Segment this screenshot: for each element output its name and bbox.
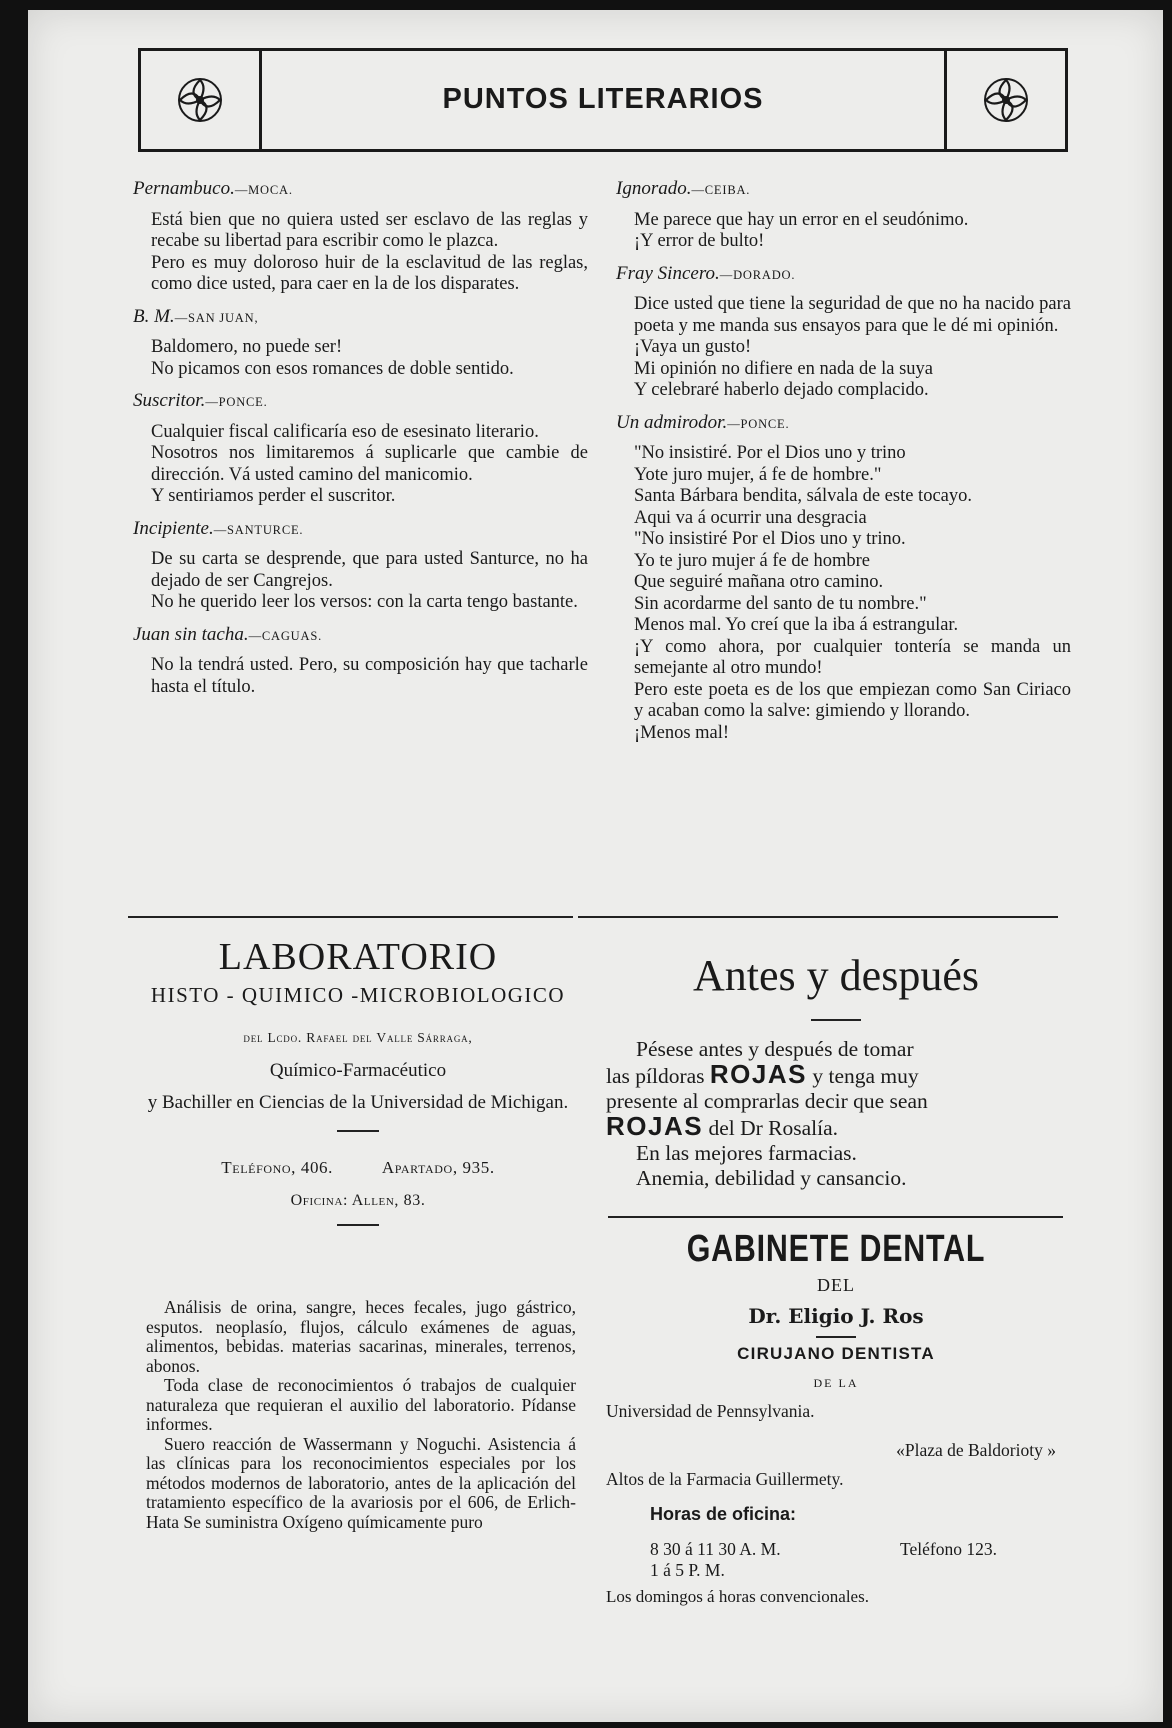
entry-heading bbox=[133, 390, 588, 414]
antes-line: Pésese antes y después de tomar bbox=[636, 1037, 914, 1061]
entry-line: No picamos con esos romances de doble sentido. bbox=[151, 358, 514, 379]
entry-line: Que seguiré mañana otro camino. bbox=[634, 572, 884, 592]
laboratorio-paragraph: Análisis de orina, sangre, heces fecales, jugo gástrico, esputos. neoplasío, flujos, cálculo exámenes de aguas, alimentos, bebidas. materias sacarinas, minerales, terrenos, abonos. bbox=[146, 1297, 576, 1376]
entry-pseudonym: Incipiente. bbox=[133, 517, 214, 539]
entry-line: ¡Vaya un gusto! bbox=[634, 337, 752, 357]
entry-town: —CEIBA. bbox=[691, 183, 751, 197]
dental-sundays: Los domingos á horas convencionales. bbox=[606, 1587, 869, 1606]
entry-town: —DORADO. bbox=[719, 267, 796, 282]
entry-line: Y celebraré haberlo dejado complacido. bbox=[634, 380, 929, 400]
entry-pseudonym: Ignorado. bbox=[616, 178, 692, 199]
entry-line: Cualquier fiscal calificaría eso de esesinato literario. bbox=[151, 421, 539, 442]
correspondence-entry bbox=[133, 624, 588, 699]
laboratorio-apartado: Apartado, 935. bbox=[381, 1158, 495, 1177]
entry-pseudonym: Fray Sincero. bbox=[616, 262, 720, 284]
correspondence-entry bbox=[133, 306, 588, 381]
dental-hours bbox=[606, 1539, 1066, 1581]
dental-hours-afternoon: 1 á 5 P. M. bbox=[650, 1560, 725, 1580]
dental-doctor: Dr. Eligio J. Ros bbox=[748, 1304, 924, 1328]
laboratorio-contact bbox=[138, 1158, 578, 1178]
correspondence-entry bbox=[133, 390, 588, 508]
entry-body bbox=[616, 443, 1071, 744]
rojas-brand: ROJAS bbox=[606, 1111, 704, 1141]
short-rule bbox=[816, 1336, 856, 1338]
section-title: PUNTOS LITERARIOS bbox=[442, 83, 764, 115]
entry-line: Está bien que no quiera usted ser esclavo de las reglas y recabe su libertad para escribir como le plazca. bbox=[151, 209, 588, 251]
section-header bbox=[138, 48, 1068, 152]
antes-line: En las mejores farmacias. bbox=[636, 1141, 857, 1165]
entry-line: Pero es muy doloroso huir de la esclavitud de las reglas, como dice usted, para caer en la de los disparates. bbox=[151, 252, 588, 294]
dental-address: «Plaza de Baldorioty » bbox=[896, 1440, 1056, 1460]
entry-town: —SAN JUAN, bbox=[174, 310, 259, 325]
laboratorio-office: Oficina: Allen, 83. bbox=[290, 1192, 426, 1209]
entry-body bbox=[616, 294, 1071, 402]
correspondence-entry bbox=[616, 412, 1071, 745]
antes-text-fragment: del Dr Rosalía. bbox=[703, 1116, 839, 1140]
entry-line: Nosotros nos limitaremos á suplicarle que cambie de dirección. Vá usted camino del manicomio. bbox=[151, 443, 588, 485]
antes-text-fragment: las píldoras bbox=[606, 1064, 710, 1088]
entry-line: Pero este poeta es de los que empiezan como San Ciriaco y acaban como la salve: gimiendo y llorando. bbox=[634, 679, 1071, 721]
entry-town: —CAGUAS. bbox=[248, 628, 323, 643]
entry-pseudonym: Un admirodor. bbox=[616, 411, 728, 433]
laboratorio-subtitle: HISTO - QUIMICO -MICROBIOLOGICO bbox=[150, 983, 566, 1007]
entry-line: ¡Y como ahora, por cualquier tontería se manda un semejante al otro mundo! bbox=[634, 636, 1071, 678]
entry-pseudonym: Suscritor. bbox=[133, 390, 206, 411]
entry-heading bbox=[616, 178, 1071, 202]
rojas-brand: ROJAS bbox=[709, 1059, 807, 1089]
correspondence-right-column bbox=[616, 178, 1071, 754]
laboratorio-doctor: del Lcdo. Rafael del Valle Sárraga, bbox=[243, 1030, 473, 1045]
correspondence-entry bbox=[133, 178, 588, 296]
short-rule bbox=[337, 1224, 379, 1226]
entry-body bbox=[133, 337, 588, 380]
entry-line: Me parece que hay un error en el seudónimo. bbox=[634, 209, 969, 230]
laboratorio-paragraph: Suero reacción de Wassermann y Noguchi. Asistencia á las clínicas para los reconocimientos especiales por los métodos modernos de laboratorio, antes de la aplicación del tratamiento específico de la avariosis por el 606, de Erlich-Hata Se suministra Oxígeno químicamente puro bbox=[146, 1433, 576, 1532]
entry-line: Mi opinión no difiere en nada de la suya bbox=[634, 358, 933, 379]
entry-line: Baldomero, no puede ser! bbox=[151, 337, 343, 357]
rosette-icon bbox=[983, 77, 1029, 123]
entry-line: "No insistiré Por el Dios uno y trino. bbox=[634, 529, 906, 549]
correspondence-left-column bbox=[133, 178, 588, 708]
entry-line: No he querido leer los versos: con la carta tengo bastante. bbox=[151, 592, 578, 612]
correspondence-entry bbox=[133, 518, 588, 614]
laboratorio-title: LABORATORIO bbox=[218, 936, 498, 978]
dental-phone: Teléfono 123. bbox=[900, 1539, 997, 1559]
entry-pseudonym: Juan sin tacha. bbox=[133, 623, 249, 645]
laboratorio-role: Químico-Farmacéutico bbox=[269, 1060, 447, 1081]
antes-line bbox=[606, 1111, 1066, 1141]
entry-line: ¡Y error de bulto! bbox=[634, 231, 765, 251]
header-ornament-cell-left bbox=[141, 51, 262, 149]
entry-town: —MOCA. bbox=[234, 183, 293, 197]
antes-y-despues-ad bbox=[606, 950, 1066, 1191]
short-rule bbox=[811, 1019, 861, 1021]
entry-town: —SANTURCE. bbox=[213, 522, 304, 537]
divider-rule bbox=[608, 1216, 1063, 1218]
antes-line: Anemia, debilidad y cansancio. bbox=[636, 1166, 907, 1190]
divider-rule bbox=[128, 916, 573, 918]
entry-line: De su carta se desprende, que para usted Santurce, no ha dejado de ser Cangrejos. bbox=[151, 549, 588, 591]
entry-town: —PONCE. bbox=[205, 395, 268, 409]
entry-heading bbox=[133, 518, 588, 542]
entry-line: Santa Bárbara bendita, sálvala de este tocayo. bbox=[634, 486, 972, 506]
entry-line: Y sentiriamos perder el suscritor. bbox=[151, 486, 396, 506]
entry-body bbox=[616, 210, 1071, 253]
header-ornament-cell-right bbox=[944, 51, 1065, 149]
entry-heading bbox=[133, 178, 588, 202]
laboratorio-services-text bbox=[146, 1298, 576, 1532]
entry-heading bbox=[133, 624, 588, 648]
rosette-icon bbox=[177, 77, 223, 123]
entry-pseudonym: B. M. bbox=[133, 305, 175, 327]
entry-line: Yo te juro mujer á fe de hombre bbox=[634, 550, 870, 571]
entry-body bbox=[133, 655, 588, 698]
correspondence-entry bbox=[616, 263, 1071, 402]
dental-altos: Altos de la Farmacia Guillermety. bbox=[606, 1469, 844, 1489]
laboratorio-phone: Teléfono, 406. bbox=[221, 1158, 333, 1177]
dental-role: CIRUJANO DENTISTA bbox=[737, 1344, 935, 1363]
laboratorio-degree: y Bachiller en Ciencias de la Universidad de Michigan. bbox=[147, 1092, 569, 1113]
entry-line: Yote juro mujer, á fe de hombre." bbox=[634, 464, 882, 485]
antes-text-fragment: y tenga muy bbox=[806, 1064, 919, 1088]
entry-body bbox=[133, 210, 588, 296]
dental-university: Universidad de Pennsylvania. bbox=[606, 1401, 815, 1421]
dental-hours-label: Horas de oficina: bbox=[650, 1504, 797, 1524]
antes-line: presente al comprarlas decir que sean bbox=[606, 1089, 928, 1113]
correspondence-entry bbox=[616, 178, 1071, 253]
entry-heading bbox=[616, 263, 1071, 287]
entry-line: Menos mal. Yo creí que la iba á estrangular. bbox=[634, 615, 959, 635]
entry-body bbox=[133, 549, 588, 614]
laboratorio-paragraph: Toda clase de reconocimientos ó trabajos de cualquier naturaleza que requieran el auxilio del laboratorio. Pídanse informes. bbox=[146, 1375, 576, 1434]
entry-line: No la tendrá usted. Pero, su composición hay que tacharle hasta el título. bbox=[151, 655, 588, 697]
entry-heading bbox=[616, 412, 1071, 436]
entry-pseudonym: Pernambuco. bbox=[133, 178, 235, 199]
antes-title: Antes y después bbox=[693, 951, 979, 1000]
entry-town: —PONCE. bbox=[727, 416, 790, 431]
antes-text bbox=[606, 1037, 1066, 1191]
entry-line: Aqui va á ocurrir una desgracia bbox=[634, 507, 867, 528]
entry-line: Dice usted que tiene la seguridad de que no ha nacido para poeta y me manda sus ensayos para que le dé mi opinión. bbox=[634, 294, 1071, 336]
dental-title: GABINETE DENTAL bbox=[686, 1228, 986, 1270]
entry-heading bbox=[133, 306, 588, 330]
dental-de-la: DE LA bbox=[813, 1376, 859, 1390]
dental-hours-morning: 8 30 á 11 30 A. M. bbox=[650, 1539, 781, 1559]
laboratorio-ad bbox=[138, 935, 578, 1240]
gabinete-dental-ad bbox=[606, 1228, 1066, 1607]
magazine-page bbox=[28, 10, 1163, 1722]
antes-line bbox=[606, 1059, 1066, 1089]
entry-body bbox=[133, 422, 588, 508]
entry-line: Sin acordarme del santo de tu nombre." bbox=[634, 593, 927, 614]
divider-rule bbox=[578, 916, 1058, 918]
entry-line: "No insistiré. Por el Dios uno y trino bbox=[634, 443, 906, 463]
dental-del: DEL bbox=[817, 1275, 855, 1295]
entry-line: ¡Menos mal! bbox=[634, 722, 730, 743]
short-rule bbox=[337, 1130, 379, 1132]
